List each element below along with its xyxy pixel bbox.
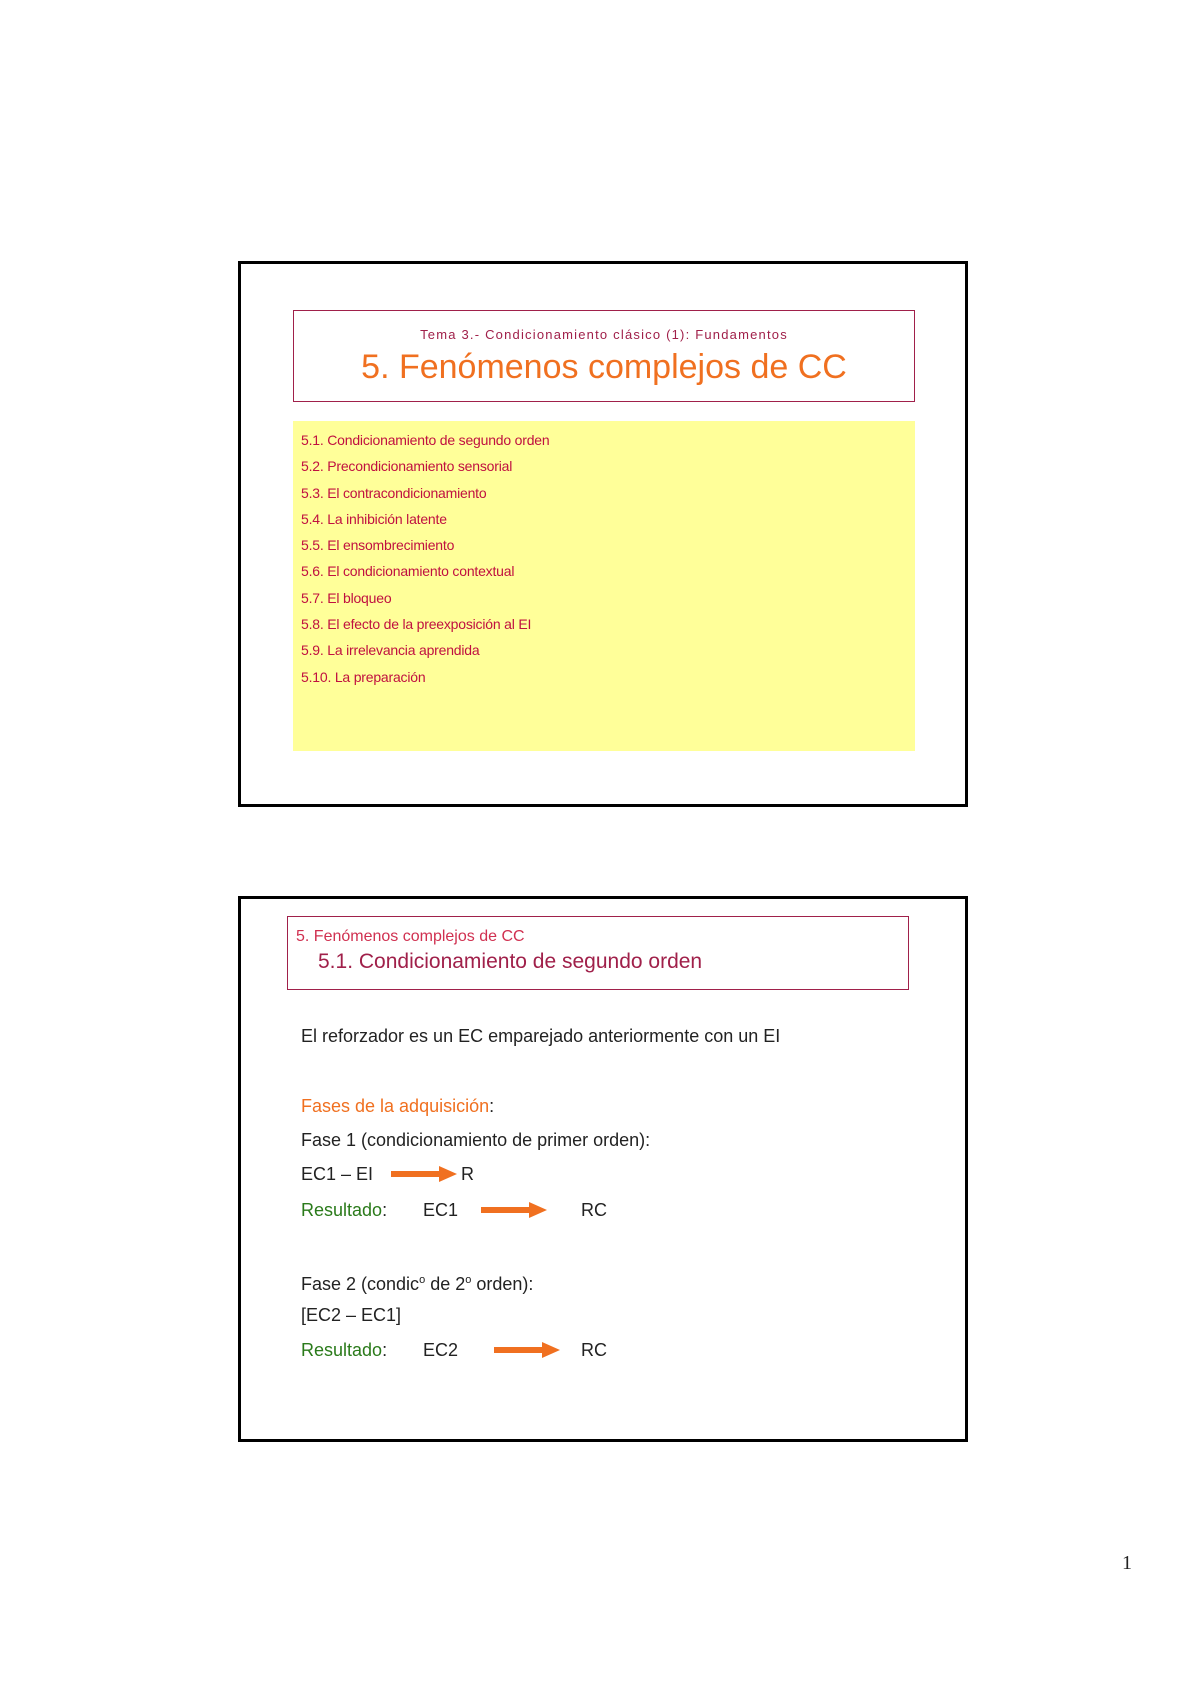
phase-2-result-stimulus: EC2	[423, 1340, 459, 1360]
phase-1-pair: EC1 – EI	[301, 1164, 374, 1184]
phase-1-result-stimulus: EC1	[423, 1200, 459, 1220]
superscript: o	[419, 1274, 426, 1286]
phase-1-label: Fase 1 (condicionamiento de primer orden):	[301, 1130, 651, 1150]
topic-list	[301, 427, 907, 690]
page-number: 1	[1122, 1552, 1132, 1574]
topic-item: 5.10. La preparación	[301, 668, 426, 685]
arrow-icon	[494, 1342, 560, 1358]
slide-1-subtitle: Tema 3.- Condicionamiento clásico (1): Fundamentos	[420, 327, 788, 342]
arrow-icon	[481, 1202, 547, 1218]
slide-2-section-label: 5. Fenómenos complejos de CC	[296, 928, 525, 945]
slide-2	[238, 896, 968, 1442]
phase-2-label-part: de 2	[425, 1274, 466, 1294]
phase-2-label-part: orden):	[471, 1274, 534, 1294]
result-colon: :	[382, 1200, 388, 1220]
phase-1-response: R	[461, 1164, 474, 1184]
arrow-icon	[391, 1166, 457, 1182]
phase-1-result-response: RC	[581, 1200, 607, 1220]
topic-item: 5.9. La irrelevancia aprendida	[301, 642, 480, 659]
phase-2-result-response: RC	[581, 1340, 607, 1360]
topic-item: 5.6. El condicionamiento contextual	[301, 563, 515, 580]
phase-2-result-label-group	[301, 1338, 387, 1362]
topic-item: 5.4. La inhibición latente	[301, 510, 447, 527]
slide-1-title: 5. Fenómenos complejos de CC	[361, 348, 847, 386]
phase-1-result-label-group	[301, 1198, 387, 1222]
intro-text: El reforzador es un EC emparejado anteriormente con un EI	[301, 1026, 781, 1046]
phase-2-label	[301, 1268, 533, 1292]
phase-2-result-line	[301, 1338, 701, 1362]
phases-heading-line	[301, 1094, 494, 1118]
topic-item: 5.8. El efecto de la preexposición al EI	[301, 616, 532, 633]
slide-2-title: 5.1. Condicionamiento de segundo orden	[318, 950, 703, 973]
topic-item: 5.1. Condicionamiento de segundo orden	[301, 432, 550, 448]
topic-item: 5.7. El bloqueo	[301, 589, 392, 606]
topic-item: 5.5. El ensombrecimiento	[301, 537, 455, 554]
slide-2-header-box	[287, 916, 909, 990]
result-label: Resultado	[301, 1200, 383, 1220]
slide-1-title-box	[293, 310, 915, 402]
phase-2-label-part: Fase 2 (condic	[301, 1274, 420, 1294]
phase-1-result-line	[301, 1198, 701, 1222]
superscript: o	[465, 1274, 472, 1286]
phase-2-pair: [EC2 – EC1]	[301, 1305, 402, 1325]
phases-heading: Fases de la adquisición	[301, 1096, 490, 1116]
topic-item: 5.3. El contracondicionamiento	[301, 484, 487, 501]
result-colon: :	[382, 1340, 388, 1360]
topic-item: 5.2. Precondicionamiento sensorial	[301, 458, 513, 475]
result-label: Resultado	[301, 1340, 383, 1360]
phase-1-pairing-line	[301, 1162, 601, 1186]
topic-list-box	[293, 421, 915, 751]
phases-colon: :	[489, 1096, 495, 1116]
slide-1	[238, 261, 968, 807]
